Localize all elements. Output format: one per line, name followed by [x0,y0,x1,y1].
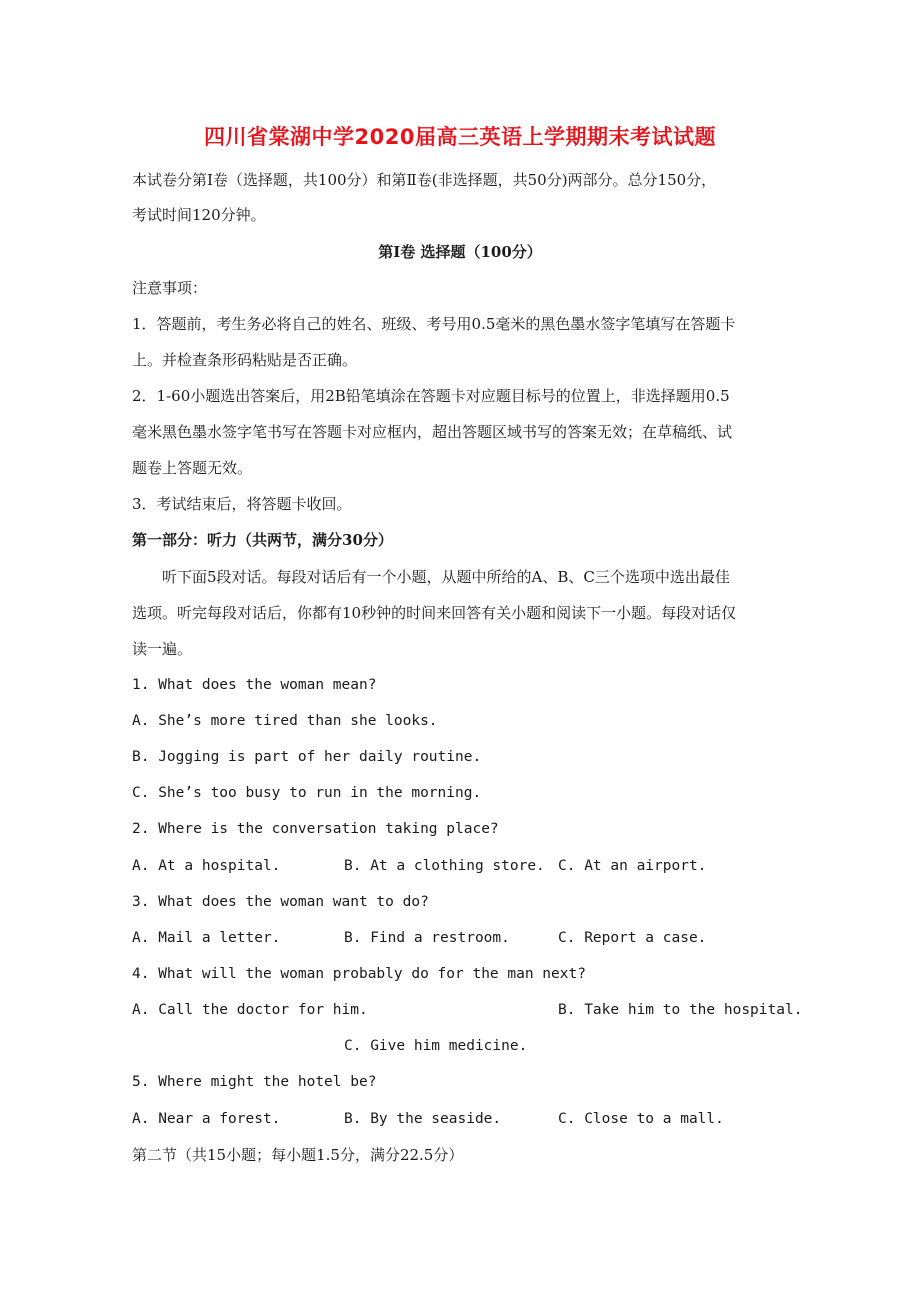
question-3-option-c: C. Report a case. [558,930,707,946]
question-3-option-b: B. Find a restroom. [344,930,510,946]
question-1-option-a: A. She’s more tired than she looks. [132,713,438,729]
note-3: 3．考试结束后，将答题卡收回。 [132,495,352,513]
notes-heading: 注意事项： [132,279,208,297]
page-title: 四川省棠湖中学2020届高三英语上学期期末考试试题 [204,125,716,149]
question-4-option-c: C. Give him medicine. [344,1038,528,1054]
part1-heading: 第一部分：听力（共两节，满分30分） [132,531,393,549]
question-1-option-c: C. She’s too busy to run in the morning. [132,785,482,801]
question-1: 1. What does the woman mean? [132,677,377,693]
part1-instruction-line-3: 读一遍。 [132,640,193,658]
volume1-heading: 第Ⅰ卷 选择题（100分） [378,243,542,261]
note-1-line-2: 上。并检查条形码粘贴是否正确。 [132,351,358,369]
question-2-option-c: C. At an airport. [558,858,707,874]
part1-instruction-line-1: 听下面5段对话。每段对话后有一个小题，从题中所给的A、B、C三个选项中选出最佳 [162,568,730,586]
question-2-option-b: B. At a clothing store. [344,858,545,874]
question-4-option-a: A. Call the doctor for him. [132,1002,368,1018]
note-2-line-1: 2．1-60小题选出答案后，用2B铅笔填涂在答题卡对应题目标号的位置上，非选择题用0.5 [132,387,730,405]
question-5-option-b: B. By the seaside. [344,1111,502,1127]
question-2-option-a: A. At a hospital. [132,858,281,874]
question-5-option-a: A. Near a forest. [132,1111,281,1127]
question-3-option-a: A. Mail a letter. [132,930,281,946]
intro-line-2: 考试时间120分钟。 [132,206,266,224]
section2-heading: 第二节（共15小题；每小题1.5分，满分22.5分） [132,1146,464,1164]
question-1-option-b: B. Jogging is part of her daily routine. [132,749,482,765]
question-2: 2. Where is the conversation taking place? [132,821,499,837]
part1-instruction-line-2: 选项。听完每段对话后，你都有10秒钟的时间来回答有关小题和阅读下一小题。每段对话仅 [132,604,737,622]
note-2-line-3: 题卷上答题无效。 [132,459,253,477]
question-5: 5. Where might the hotel be? [132,1074,377,1090]
intro-line-1: 本试卷分第Ⅰ卷（选择题，共100分）和第Ⅱ卷(非选择题，共50分)两部分。总分150分， [132,171,717,189]
question-4: 4. What will the woman probably do for the man next? [132,966,586,982]
note-1-line-1: 1．答题前，考生务必将自己的姓名、班级、考号用0.5毫米的黑色墨水签字笔填写在答题卡 [132,315,736,333]
note-2-line-2: 毫米黑色墨水签字笔书写在答题卡对应框内，超出答题区域书写的答案无效；在草稿纸、试 [132,423,733,441]
question-4-option-b: B. Take him to the hospital. [558,1002,803,1018]
question-3: 3. What does the woman want to do? [132,894,429,910]
question-5-option-c: C. Close to a mall. [558,1111,724,1127]
